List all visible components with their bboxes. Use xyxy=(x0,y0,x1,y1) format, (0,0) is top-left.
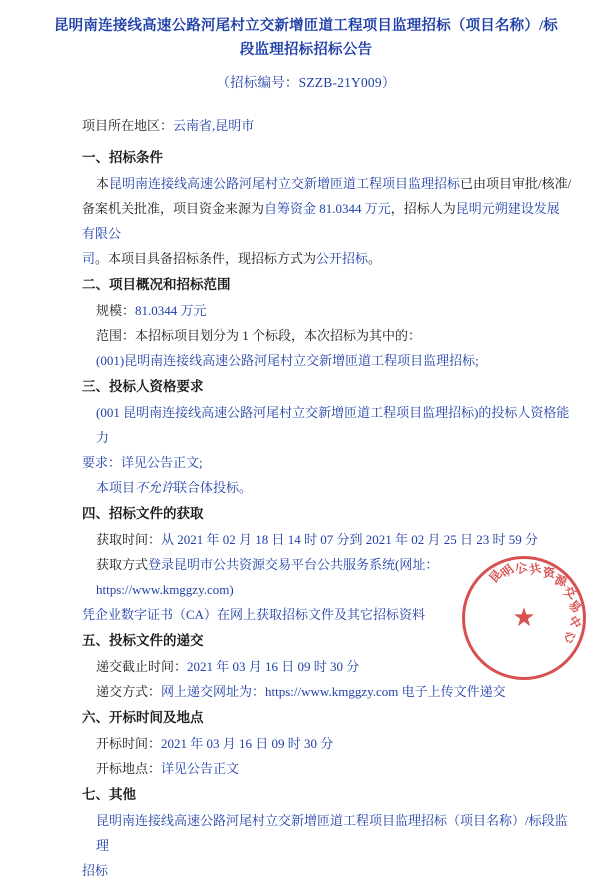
project-location-label: 项目所在地区： xyxy=(82,118,174,133)
deadline-value: 2021 年 03 月 16 日 09 时 30 分 xyxy=(187,659,360,674)
section-heading-5: 五、投标文件的递交 xyxy=(82,633,204,648)
section-heading-3: 三、投标人资格要求 xyxy=(82,379,204,394)
section-3-line-2 xyxy=(40,450,572,475)
scale-value: 81.0344 万元 xyxy=(135,303,207,318)
scale-label: 规模： xyxy=(96,303,136,318)
document-subtitle: （招标编号：SZZB-21Y009） xyxy=(216,75,396,90)
joint-bid-prefix: 本项目 xyxy=(96,480,136,495)
section-1-text-d: ，招标人为 xyxy=(390,201,456,216)
section-3-line-3 xyxy=(40,475,572,500)
section-1-bid-method: 公开招标 xyxy=(316,251,369,266)
section-1-paragraph-line-2 xyxy=(40,196,572,246)
section-5-method-row xyxy=(40,679,572,704)
bidder-qualification-text: (001 昆明南连接线高速公路河尾村立交新增匝道工程项目监理招标)的投标人资格能力 xyxy=(96,405,570,445)
section-1-tenderer-cont: 司 xyxy=(82,251,96,266)
section-heading-2: 二、项目概况和招标范围 xyxy=(82,277,231,292)
get-way-value: 登录昆明市公共资源交易平台公共服务系统(网址：https://www.kmggzy.com) xyxy=(96,557,439,597)
section-1-text-e: 。本项目具备招标条件，现招标方式为 xyxy=(95,251,317,266)
range-value: 本招标项目划分为 1 个标段，本次招标为其中的： xyxy=(135,328,422,343)
section-heading-4: 四、招标文件的获取 xyxy=(82,506,204,521)
project-location-row xyxy=(40,113,572,138)
section-heading-6: 六、开标时间及地点 xyxy=(82,710,204,725)
get-time-label: 获取时间： xyxy=(96,532,162,547)
section-2-range-row xyxy=(40,323,572,348)
section-heading-1: 一、招标条件 xyxy=(82,150,163,165)
section-heading-7: 七、其他 xyxy=(82,787,136,802)
get-way-value-line2: 凭企业数字证书（CA）在网上获取招标文件及其它招标资料 xyxy=(82,607,426,622)
deadline-label: 递交截止时间： xyxy=(96,659,188,674)
section-4-get-time-row xyxy=(40,527,572,552)
submit-method-label: 递交方式： xyxy=(96,684,162,699)
section-6-open-time-row xyxy=(40,731,572,756)
open-time-label: 开标时间： xyxy=(96,736,162,751)
section-2-scale-row xyxy=(40,298,572,323)
open-place-label: 开标地点： xyxy=(96,761,162,776)
section-5-deadline-row xyxy=(40,654,572,679)
range-label: 范围： xyxy=(96,328,136,343)
section-1-paragraph-line-1 xyxy=(40,171,572,196)
document-title-line-2: 段监理招标招标公告 xyxy=(239,42,373,58)
section-3-line-1 xyxy=(40,400,572,450)
open-time-value: 2021 年 03 月 16 日 09 时 30 分 xyxy=(161,736,334,751)
section-1-text-c: 备案机关批准，项目资金来源为 xyxy=(82,201,265,216)
seal-text-ring: 昆 明 公 共 资 源 交 易 中 心 xyxy=(486,558,585,647)
get-time-value: 从 2021 年 02 月 18 日 14 时 07 分到 2021 年 02 月 25 日 23 时 59 分 xyxy=(161,532,539,547)
section-1-text-b: 已由项目审批/核准/ xyxy=(460,176,572,191)
section-4-get-way-row xyxy=(40,552,572,602)
submit-method-value: 网上递交网址为：https://www.kmggzy.com 电子上传文件递交 xyxy=(161,684,506,699)
section-1-funding: 自筹资金 81.0344 万元 xyxy=(264,201,391,216)
section-1-project-name: 昆明南连接线高速公路河尾村立交新增匝道工程项目监理招标 xyxy=(109,176,461,191)
open-place-value: 详见公告正文 xyxy=(161,761,240,776)
document-title xyxy=(44,14,568,62)
project-location-value: 云南省,昆明市 xyxy=(173,118,255,133)
joint-bid-suffix: 联合体投标。 xyxy=(174,480,253,495)
joint-bid-emphasis: 不允许 xyxy=(135,480,175,495)
section-1-paragraph-line-3 xyxy=(40,246,572,271)
seal-star-icon: ★ xyxy=(512,603,536,632)
get-way-label: 获取方式 xyxy=(96,557,149,572)
section-4-get-way-row-2 xyxy=(40,602,572,627)
section-6-open-place-row xyxy=(40,756,572,781)
other-text-line-1: 昆明南连接线高速公路河尾村立交新增匝道工程项目监理招标（项目名称）/标段监理 xyxy=(96,813,568,853)
range-item-text: (001)昆明南连接线高速公路河尾村立交新增匝道工程项目监理招标; xyxy=(96,353,479,368)
section-1-text-f: 。 xyxy=(368,251,382,266)
section-2-range-item xyxy=(40,348,572,373)
document-title-line-1: 昆明南连接线高速公路河尾村立交新增匝道工程项目监理招标（项目名称）/标 xyxy=(53,18,559,34)
other-text-line-2: 招标 xyxy=(82,863,109,878)
section-7-line-1 xyxy=(40,808,572,858)
section-7-line-2 xyxy=(40,858,572,883)
section-1-tenderer: 昆明元朔建设发展有限公 xyxy=(82,201,560,241)
section-1-text-a: 本 xyxy=(96,176,110,191)
bidder-qualification-detail: 要求：详见公告正文; xyxy=(82,455,203,470)
document-body xyxy=(40,113,572,883)
